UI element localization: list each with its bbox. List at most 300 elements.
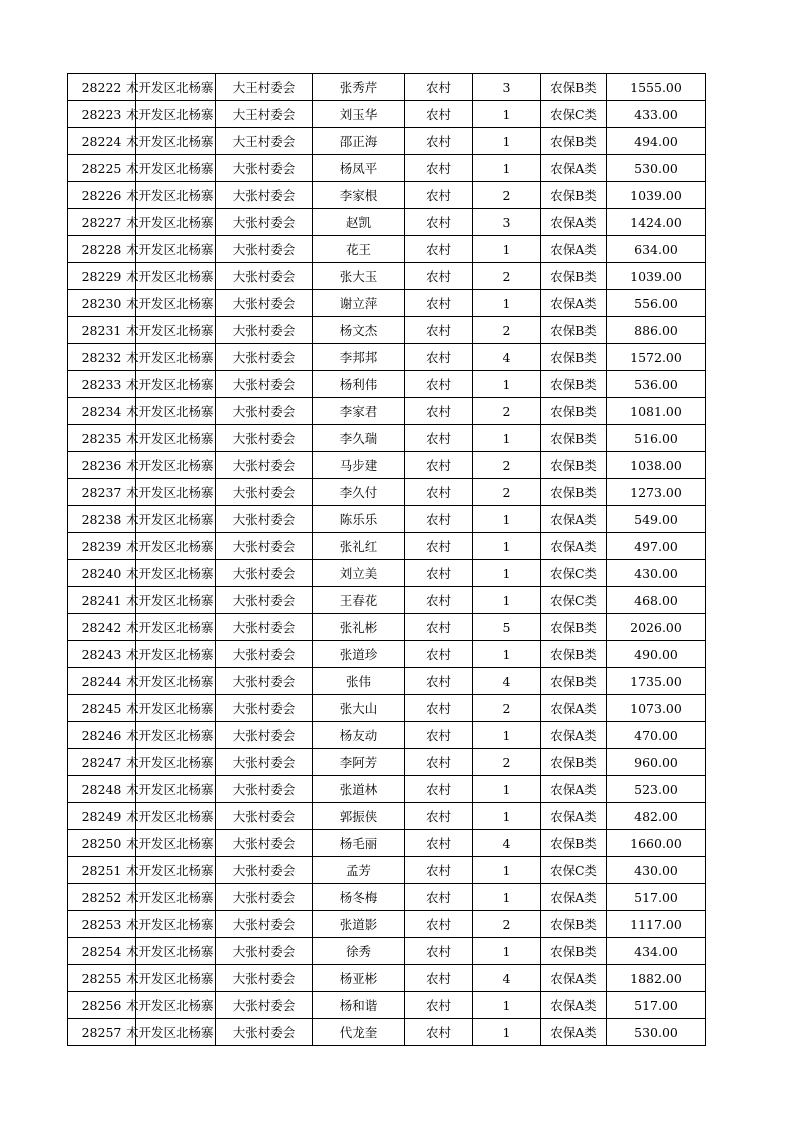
cell-member-count: 4 (473, 344, 541, 371)
cell-member-count: 1 (473, 857, 541, 884)
cell-village-committee: 大张村委会 (216, 479, 313, 506)
cell-category: 农保B类 (541, 344, 607, 371)
table-row (68, 938, 706, 965)
cell-household-type: 农村 (405, 938, 473, 965)
cell-area-text: 术开发区北杨寨 (126, 863, 214, 878)
table-row (68, 776, 706, 803)
table-row (68, 128, 706, 155)
table-row (68, 398, 706, 425)
cell-village-committee: 大张村委会 (216, 560, 313, 587)
cell-record-id: 28223 (68, 101, 136, 128)
cell-member-count: 1 (473, 371, 541, 398)
cell-area (126, 830, 216, 857)
cell-record-id: 28241 (68, 587, 136, 614)
cell-area-text: 术开发区北杨寨 (126, 566, 214, 581)
cell-member-count: 1 (473, 533, 541, 560)
cell-member-count: 4 (473, 668, 541, 695)
cell-member-count: 2 (473, 695, 541, 722)
cell-village-committee: 大张村委会 (216, 722, 313, 749)
cell-village-committee: 大张村委会 (216, 425, 313, 452)
cell-member-count: 1 (473, 425, 541, 452)
cell-amount: 1660.00 (607, 830, 706, 857)
cell-member-count: 1 (473, 884, 541, 911)
cell-household-type: 农村 (405, 155, 473, 182)
cell-category: 农保A类 (541, 290, 607, 317)
cell-member-count: 1 (473, 560, 541, 587)
table-row (68, 641, 706, 668)
cell-record-id: 28222 (68, 74, 136, 101)
cell-amount: 516.00 (607, 425, 706, 452)
cell-area-text: 术开发区北杨寨 (126, 1025, 214, 1040)
cell-area-text: 术开发区北杨寨 (126, 755, 214, 770)
table-row (68, 668, 706, 695)
cell-amount: 2026.00 (607, 614, 706, 641)
cell-area-text: 术开发区北杨寨 (126, 728, 214, 743)
cell-village-committee: 大张村委会 (216, 452, 313, 479)
cell-area-text: 术开发区北杨寨 (126, 377, 214, 392)
cell-area-text: 术开发区北杨寨 (126, 782, 214, 797)
cell-area (126, 371, 216, 398)
cell-village-committee: 大张村委会 (216, 533, 313, 560)
cell-area (126, 857, 216, 884)
cell-person-name: 李久付 (313, 479, 405, 506)
cell-area-text: 术开发区北杨寨 (126, 836, 214, 851)
cell-amount: 1081.00 (607, 398, 706, 425)
cell-record-id: 28250 (68, 830, 136, 857)
cell-household-type: 农村 (405, 398, 473, 425)
cell-record-id: 28225 (68, 155, 136, 182)
cell-member-count: 2 (473, 911, 541, 938)
cell-person-name: 杨凤平 (313, 155, 405, 182)
table-row (68, 911, 706, 938)
cell-category: 农保C类 (541, 587, 607, 614)
cell-household-type: 农村 (405, 263, 473, 290)
cell-record-id: 28236 (68, 452, 136, 479)
cell-amount: 517.00 (607, 884, 706, 911)
cell-area-text: 术开发区北杨寨 (126, 809, 214, 824)
table-row (68, 101, 706, 128)
cell-record-id: 28251 (68, 857, 136, 884)
cell-amount: 536.00 (607, 371, 706, 398)
cell-household-type: 农村 (405, 209, 473, 236)
cell-amount: 1117.00 (607, 911, 706, 938)
cell-area (126, 749, 216, 776)
cell-category: 农保A类 (541, 776, 607, 803)
cell-person-name: 张道林 (313, 776, 405, 803)
cell-household-type: 农村 (405, 290, 473, 317)
cell-member-count: 3 (473, 74, 541, 101)
cell-village-committee: 大张村委会 (216, 884, 313, 911)
cell-person-name: 张秀芹 (313, 74, 405, 101)
cell-person-name: 张礼彬 (313, 614, 405, 641)
cell-village-committee: 大王村委会 (216, 74, 313, 101)
cell-area-text: 术开发区北杨寨 (126, 269, 214, 284)
cell-area-text: 术开发区北杨寨 (126, 890, 214, 905)
table-row (68, 236, 706, 263)
cell-category: 农保C类 (541, 101, 607, 128)
cell-person-name: 杨友动 (313, 722, 405, 749)
cell-record-id: 28227 (68, 209, 136, 236)
cell-category: 农保A类 (541, 533, 607, 560)
cell-person-name: 杨和谐 (313, 992, 405, 1019)
cell-area-text: 术开发区北杨寨 (126, 485, 214, 500)
cell-category: 农保A类 (541, 722, 607, 749)
cell-village-committee: 大张村委会 (216, 965, 313, 992)
cell-area-text: 术开发区北杨寨 (126, 944, 214, 959)
cell-household-type: 农村 (405, 830, 473, 857)
cell-amount: 430.00 (607, 857, 706, 884)
cell-household-type: 农村 (405, 344, 473, 371)
cell-household-type: 农村 (405, 1019, 473, 1046)
cell-record-id: 28235 (68, 425, 136, 452)
cell-area-text: 术开发区北杨寨 (126, 620, 214, 635)
cell-person-name: 李家根 (313, 182, 405, 209)
cell-member-count: 1 (473, 992, 541, 1019)
cell-area-text: 术开发区北杨寨 (126, 80, 214, 95)
cell-amount: 494.00 (607, 128, 706, 155)
cell-area (126, 1019, 216, 1046)
cell-category: 农保B类 (541, 911, 607, 938)
cell-area (126, 776, 216, 803)
cell-member-count: 3 (473, 209, 541, 236)
cell-area (126, 641, 216, 668)
cell-area (126, 344, 216, 371)
cell-member-count: 2 (473, 479, 541, 506)
cell-amount: 1555.00 (607, 74, 706, 101)
cell-member-count: 4 (473, 965, 541, 992)
cell-amount: 482.00 (607, 803, 706, 830)
cell-amount: 497.00 (607, 533, 706, 560)
cell-record-id: 28226 (68, 182, 136, 209)
cell-amount: 1073.00 (607, 695, 706, 722)
table-row (68, 506, 706, 533)
cell-record-id: 28231 (68, 317, 136, 344)
cell-member-count: 1 (473, 236, 541, 263)
cell-category: 农保A类 (541, 236, 607, 263)
cell-category: 农保A类 (541, 506, 607, 533)
table-row (68, 587, 706, 614)
cell-record-id: 28257 (68, 1019, 136, 1046)
cell-person-name: 杨利伟 (313, 371, 405, 398)
cell-record-id: 28234 (68, 398, 136, 425)
table-row (68, 560, 706, 587)
cell-record-id: 28224 (68, 128, 136, 155)
table-row (68, 452, 706, 479)
cell-area (126, 614, 216, 641)
cell-area (126, 128, 216, 155)
cell-household-type: 农村 (405, 884, 473, 911)
cell-area (126, 236, 216, 263)
cell-category: 农保C类 (541, 560, 607, 587)
table-row (68, 803, 706, 830)
cell-record-id: 28233 (68, 371, 136, 398)
cell-member-count: 2 (473, 317, 541, 344)
cell-area (126, 695, 216, 722)
cell-category: 农保B类 (541, 749, 607, 776)
cell-member-count: 1 (473, 155, 541, 182)
table-row (68, 857, 706, 884)
cell-record-id: 28243 (68, 641, 136, 668)
cell-village-committee: 大张村委会 (216, 236, 313, 263)
cell-area (126, 74, 216, 101)
cell-village-committee: 大张村委会 (216, 344, 313, 371)
cell-amount: 1039.00 (607, 182, 706, 209)
cell-household-type: 农村 (405, 560, 473, 587)
table-row (68, 992, 706, 1019)
cell-area-text: 术开发区北杨寨 (126, 998, 214, 1013)
cell-record-id: 28245 (68, 695, 136, 722)
cell-person-name: 李久瑞 (313, 425, 405, 452)
table-row (68, 884, 706, 911)
cell-area (126, 587, 216, 614)
cell-member-count: 1 (473, 290, 541, 317)
cell-area (126, 965, 216, 992)
cell-area-text: 术开发区北杨寨 (126, 134, 214, 149)
table-row (68, 74, 706, 101)
cell-household-type: 农村 (405, 911, 473, 938)
cell-household-type: 农村 (405, 614, 473, 641)
cell-category: 农保B类 (541, 182, 607, 209)
cell-area-text: 术开发区北杨寨 (126, 971, 214, 986)
cell-category: 农保A类 (541, 155, 607, 182)
cell-household-type: 农村 (405, 992, 473, 1019)
cell-area (126, 425, 216, 452)
table-row (68, 182, 706, 209)
table-row (68, 155, 706, 182)
cell-category: 农保B类 (541, 371, 607, 398)
cell-record-id: 28228 (68, 236, 136, 263)
cell-category: 农保B类 (541, 317, 607, 344)
cell-person-name: 代龙奎 (313, 1019, 405, 1046)
cell-household-type: 农村 (405, 965, 473, 992)
cell-record-id: 28237 (68, 479, 136, 506)
cell-category: 农保B类 (541, 74, 607, 101)
cell-village-committee: 大张村委会 (216, 155, 313, 182)
cell-person-name: 李家君 (313, 398, 405, 425)
cell-amount: 1039.00 (607, 263, 706, 290)
cell-amount: 1735.00 (607, 668, 706, 695)
cell-village-committee: 大张村委会 (216, 641, 313, 668)
cell-household-type: 农村 (405, 101, 473, 128)
cell-record-id: 28240 (68, 560, 136, 587)
cell-area-text: 术开发区北杨寨 (126, 215, 214, 230)
cell-person-name: 郭振侠 (313, 803, 405, 830)
cell-area-text: 术开发区北杨寨 (126, 242, 214, 257)
cell-household-type: 农村 (405, 803, 473, 830)
cell-village-committee: 大张村委会 (216, 749, 313, 776)
cell-category: 农保B类 (541, 668, 607, 695)
cell-area-text: 术开发区北杨寨 (126, 323, 214, 338)
cell-village-committee: 大张村委会 (216, 695, 313, 722)
cell-member-count: 1 (473, 641, 541, 668)
cell-person-name: 张礼红 (313, 533, 405, 560)
table-row (68, 722, 706, 749)
table-row (68, 830, 706, 857)
cell-member-count: 1 (473, 101, 541, 128)
cell-category: 农保A类 (541, 803, 607, 830)
cell-area (126, 398, 216, 425)
cell-village-committee: 大张村委会 (216, 776, 313, 803)
cell-area (126, 938, 216, 965)
cell-person-name: 马步建 (313, 452, 405, 479)
cell-person-name: 杨文杰 (313, 317, 405, 344)
cell-area (126, 209, 216, 236)
cell-area (126, 506, 216, 533)
cell-area (126, 560, 216, 587)
cell-household-type: 农村 (405, 371, 473, 398)
cell-person-name: 张道影 (313, 911, 405, 938)
cell-person-name: 陈乐乐 (313, 506, 405, 533)
cell-village-committee: 大王村委会 (216, 128, 313, 155)
cell-amount: 1273.00 (607, 479, 706, 506)
cell-person-name: 孟芳 (313, 857, 405, 884)
cell-household-type: 农村 (405, 452, 473, 479)
cell-category: 农保A类 (541, 965, 607, 992)
cell-amount: 433.00 (607, 101, 706, 128)
cell-village-committee: 大张村委会 (216, 506, 313, 533)
table-row (68, 533, 706, 560)
cell-record-id: 28252 (68, 884, 136, 911)
cell-household-type: 农村 (405, 74, 473, 101)
cell-record-id: 28249 (68, 803, 136, 830)
table-body (68, 74, 706, 1046)
cell-record-id: 28247 (68, 749, 136, 776)
cell-area-text: 术开发区北杨寨 (126, 917, 214, 932)
cell-area-text: 术开发区北杨寨 (126, 512, 214, 527)
cell-person-name: 谢立萍 (313, 290, 405, 317)
cell-person-name: 王春花 (313, 587, 405, 614)
cell-area (126, 182, 216, 209)
cell-household-type: 农村 (405, 749, 473, 776)
cell-amount: 523.00 (607, 776, 706, 803)
cell-category: 农保B类 (541, 938, 607, 965)
cell-person-name: 李邦邦 (313, 344, 405, 371)
cell-category: 农保A类 (541, 209, 607, 236)
cell-amount: 468.00 (607, 587, 706, 614)
cell-village-committee: 大张村委会 (216, 1019, 313, 1046)
table-row (68, 209, 706, 236)
cell-record-id: 28246 (68, 722, 136, 749)
cell-household-type: 农村 (405, 641, 473, 668)
cell-amount: 1572.00 (607, 344, 706, 371)
cell-village-committee: 大张村委会 (216, 938, 313, 965)
cell-category: 农保B类 (541, 641, 607, 668)
cell-village-committee: 大张村委会 (216, 263, 313, 290)
cell-person-name: 刘玉华 (313, 101, 405, 128)
cell-village-committee: 大张村委会 (216, 911, 313, 938)
cell-amount: 517.00 (607, 992, 706, 1019)
cell-record-id: 28254 (68, 938, 136, 965)
cell-person-name: 张大山 (313, 695, 405, 722)
cell-area-text: 术开发区北杨寨 (126, 458, 214, 473)
cell-area (126, 317, 216, 344)
cell-person-name: 徐秀 (313, 938, 405, 965)
cell-area (126, 992, 216, 1019)
cell-household-type: 农村 (405, 182, 473, 209)
cell-person-name: 张伟 (313, 668, 405, 695)
cell-amount: 530.00 (607, 155, 706, 182)
cell-area-text: 术开发区北杨寨 (126, 431, 214, 446)
cell-category: 农保B类 (541, 263, 607, 290)
table-row (68, 263, 706, 290)
cell-member-count: 4 (473, 830, 541, 857)
cell-village-committee: 大王村委会 (216, 101, 313, 128)
cell-member-count: 2 (473, 398, 541, 425)
cell-person-name: 李阿芳 (313, 749, 405, 776)
cell-amount: 886.00 (607, 317, 706, 344)
cell-record-id: 28253 (68, 911, 136, 938)
cell-amount: 434.00 (607, 938, 706, 965)
cell-area (126, 263, 216, 290)
cell-area-text: 术开发区北杨寨 (126, 188, 214, 203)
cell-category: 农保B类 (541, 452, 607, 479)
cell-household-type: 农村 (405, 506, 473, 533)
cell-village-committee: 大张村委会 (216, 614, 313, 641)
cell-village-committee: 大张村委会 (216, 209, 313, 236)
cell-household-type: 农村 (405, 317, 473, 344)
cell-category: 农保B类 (541, 479, 607, 506)
cell-village-committee: 大张村委会 (216, 992, 313, 1019)
cell-category: 农保C类 (541, 857, 607, 884)
cell-person-name: 刘立美 (313, 560, 405, 587)
cell-member-count: 2 (473, 452, 541, 479)
table-row (68, 344, 706, 371)
cell-village-committee: 大张村委会 (216, 398, 313, 425)
cell-member-count: 2 (473, 749, 541, 776)
cell-household-type: 农村 (405, 425, 473, 452)
cell-member-count: 1 (473, 1019, 541, 1046)
table-row (68, 317, 706, 344)
table-row (68, 695, 706, 722)
cell-member-count: 2 (473, 182, 541, 209)
cell-amount: 490.00 (607, 641, 706, 668)
cell-category: 农保B类 (541, 398, 607, 425)
cell-area-text: 术开发区北杨寨 (126, 404, 214, 419)
data-table (67, 73, 706, 1046)
cell-amount: 634.00 (607, 236, 706, 263)
cell-area (126, 884, 216, 911)
cell-area-text: 术开发区北杨寨 (126, 161, 214, 176)
table-row (68, 290, 706, 317)
cell-household-type: 农村 (405, 236, 473, 263)
cell-record-id: 28256 (68, 992, 136, 1019)
cell-area (126, 479, 216, 506)
table-row (68, 965, 706, 992)
cell-member-count: 2 (473, 263, 541, 290)
cell-person-name: 花王 (313, 236, 405, 263)
cell-record-id: 28229 (68, 263, 136, 290)
cell-category: 农保A类 (541, 1019, 607, 1046)
cell-village-committee: 大张村委会 (216, 182, 313, 209)
cell-household-type: 农村 (405, 722, 473, 749)
cell-village-committee: 大张村委会 (216, 371, 313, 398)
cell-village-committee: 大张村委会 (216, 317, 313, 344)
cell-member-count: 1 (473, 776, 541, 803)
cell-member-count: 1 (473, 587, 541, 614)
cell-member-count: 1 (473, 803, 541, 830)
cell-area-text: 术开发区北杨寨 (126, 107, 214, 122)
cell-category: 农保A类 (541, 884, 607, 911)
document-sheet (67, 73, 699, 1046)
cell-area (126, 722, 216, 749)
cell-area-text: 术开发区北杨寨 (126, 593, 214, 608)
cell-category: 农保B类 (541, 425, 607, 452)
cell-record-id: 28244 (68, 668, 136, 695)
cell-person-name: 张道珍 (313, 641, 405, 668)
cell-member-count: 1 (473, 506, 541, 533)
cell-person-name: 杨毛丽 (313, 830, 405, 857)
cell-person-name: 邵正海 (313, 128, 405, 155)
